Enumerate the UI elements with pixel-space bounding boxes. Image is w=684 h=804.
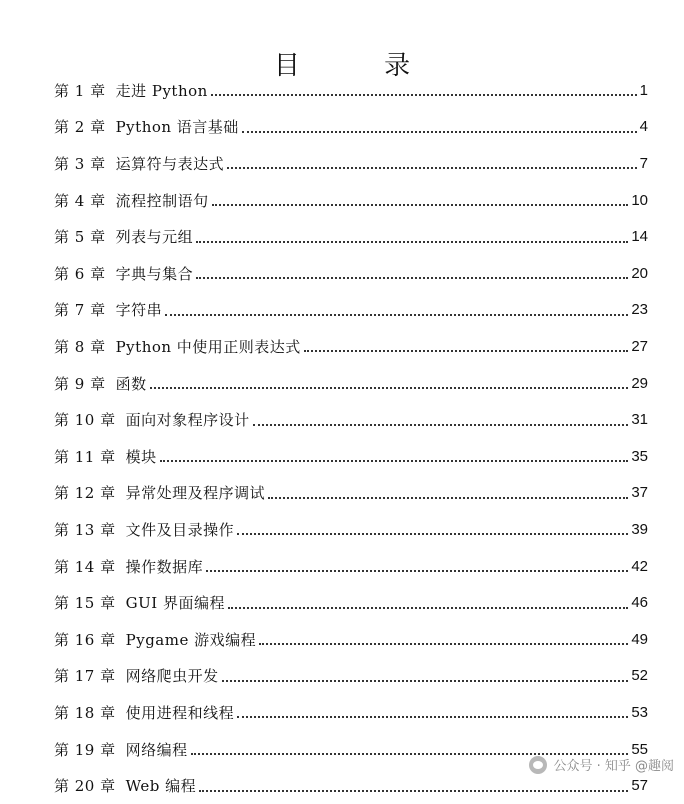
chapter-number: 第 16 章 bbox=[54, 630, 116, 649]
chapter-title: Python 中使用正则表达式 bbox=[115, 337, 301, 356]
wechat-icon bbox=[529, 756, 547, 774]
chapter-number: 第 9 章 bbox=[54, 374, 106, 393]
chapter-number: 第 7 章 bbox=[54, 301, 106, 320]
page-number: 57 bbox=[631, 777, 648, 795]
chapter-title: 走进 Python bbox=[115, 81, 208, 100]
page-number: 49 bbox=[631, 630, 648, 648]
toc-entry[interactable] bbox=[54, 438, 648, 475]
toc-entry[interactable] bbox=[54, 109, 648, 146]
dot-leader bbox=[268, 483, 628, 499]
page-number: 39 bbox=[631, 520, 648, 538]
toc-entry[interactable] bbox=[54, 218, 648, 255]
chapter-title: 模块 bbox=[125, 447, 157, 466]
chapter-number: 第 19 章 bbox=[54, 740, 116, 759]
chapter-title: Web 编程 bbox=[125, 777, 197, 796]
chapter-number: 第 1 章 bbox=[54, 81, 106, 100]
chapter-number: 第 10 章 bbox=[54, 411, 116, 430]
chapter-title: 文件及目录操作 bbox=[125, 520, 235, 539]
chapter-title: 异常处理及程序调试 bbox=[125, 484, 266, 503]
dot-leader bbox=[228, 593, 628, 609]
toc-entry[interactable] bbox=[54, 72, 648, 109]
chapter-title: 面向对象程序设计 bbox=[125, 411, 250, 430]
toc-entry[interactable] bbox=[54, 182, 648, 219]
toc-entry[interactable] bbox=[54, 145, 648, 182]
toc-entry[interactable] bbox=[54, 694, 648, 731]
dot-leader bbox=[199, 776, 628, 792]
toc-entry[interactable] bbox=[54, 365, 648, 402]
chapter-number: 第 15 章 bbox=[54, 594, 116, 613]
page-number: 7 bbox=[639, 154, 648, 172]
page-number: 1 bbox=[639, 81, 648, 99]
page-number: 4 bbox=[639, 118, 648, 136]
chapter-title: GUI 界面编程 bbox=[125, 594, 225, 613]
chapter-number: 第 12 章 bbox=[54, 484, 116, 503]
chapter-title: 运算符与表达式 bbox=[115, 154, 225, 173]
dot-leader bbox=[196, 263, 628, 279]
toc-entry[interactable] bbox=[54, 328, 648, 365]
toc-entry[interactable] bbox=[54, 584, 648, 621]
dot-leader bbox=[242, 117, 637, 133]
toc-entry[interactable] bbox=[54, 475, 648, 512]
dot-leader bbox=[165, 300, 628, 316]
toc-entry[interactable] bbox=[54, 401, 648, 438]
page-number: 42 bbox=[631, 557, 648, 575]
chapter-title: 网络编程 bbox=[125, 740, 188, 759]
dot-leader bbox=[206, 556, 628, 572]
watermark-text: 公众号 · 知乎 @趣阅 bbox=[553, 759, 674, 774]
chapter-number: 第 4 章 bbox=[54, 191, 106, 210]
chapter-title: 流程控制语句 bbox=[115, 191, 209, 210]
page-number: 52 bbox=[631, 667, 648, 685]
dot-leader bbox=[211, 80, 637, 96]
page-number: 23 bbox=[631, 301, 648, 319]
toc-entry[interactable] bbox=[54, 511, 648, 548]
page-number: 55 bbox=[631, 740, 648, 758]
chapter-title: 字符串 bbox=[115, 301, 163, 320]
toc-entry[interactable] bbox=[54, 292, 648, 329]
chapter-title: 字典与集合 bbox=[115, 264, 194, 283]
chapter-number: 第 20 章 bbox=[54, 777, 116, 796]
page-number: 20 bbox=[631, 264, 648, 282]
dot-leader bbox=[237, 702, 628, 718]
dot-leader bbox=[150, 373, 629, 389]
dot-leader bbox=[227, 153, 637, 169]
chapter-number: 第 14 章 bbox=[54, 557, 116, 576]
chapter-title: 操作数据库 bbox=[125, 557, 204, 576]
chapter-title: 使用进程和线程 bbox=[125, 703, 235, 722]
page-number: 27 bbox=[631, 337, 648, 355]
chapter-number: 第 17 章 bbox=[54, 667, 116, 686]
chapter-number: 第 3 章 bbox=[54, 154, 106, 173]
dot-leader bbox=[222, 666, 629, 682]
toc-entry[interactable] bbox=[54, 658, 648, 695]
page-number: 31 bbox=[631, 411, 648, 429]
chapter-number: 第 8 章 bbox=[54, 337, 106, 356]
dot-leader bbox=[212, 190, 629, 206]
chapter-number: 第 11 章 bbox=[54, 447, 116, 466]
dot-leader bbox=[237, 519, 628, 535]
chapter-number: 第 2 章 bbox=[54, 118, 106, 137]
page-number: 14 bbox=[631, 228, 648, 246]
dot-leader bbox=[160, 446, 629, 462]
chapter-number: 第 5 章 bbox=[54, 228, 106, 247]
dot-leader bbox=[304, 336, 629, 352]
dot-leader bbox=[253, 410, 629, 426]
page-number: 35 bbox=[631, 447, 648, 465]
chapter-title: 网络爬虫开发 bbox=[125, 667, 219, 686]
chapter-title: 函数 bbox=[115, 374, 147, 393]
toc-entry[interactable] bbox=[54, 548, 648, 585]
page-number: 46 bbox=[631, 594, 648, 612]
chapter-number: 第 6 章 bbox=[54, 264, 106, 283]
dot-leader bbox=[191, 739, 629, 755]
page-number: 10 bbox=[631, 191, 648, 209]
dot-leader bbox=[259, 629, 628, 645]
chapter-number: 第 18 章 bbox=[54, 703, 116, 722]
chapter-number: 第 13 章 bbox=[54, 520, 116, 539]
page-number: 29 bbox=[631, 374, 648, 392]
toc-entry[interactable] bbox=[54, 621, 648, 658]
chapter-title: 列表与元组 bbox=[115, 228, 194, 247]
chapter-title: Python 语言基础 bbox=[115, 118, 239, 137]
page-title: 目 录 bbox=[273, 51, 449, 82]
page-number: 53 bbox=[631, 703, 648, 721]
watermark bbox=[529, 755, 674, 774]
toc-entry[interactable] bbox=[54, 255, 648, 292]
page-number: 37 bbox=[631, 484, 648, 502]
dot-leader bbox=[196, 227, 628, 243]
chapter-title: Pygame 游戏编程 bbox=[125, 630, 257, 649]
